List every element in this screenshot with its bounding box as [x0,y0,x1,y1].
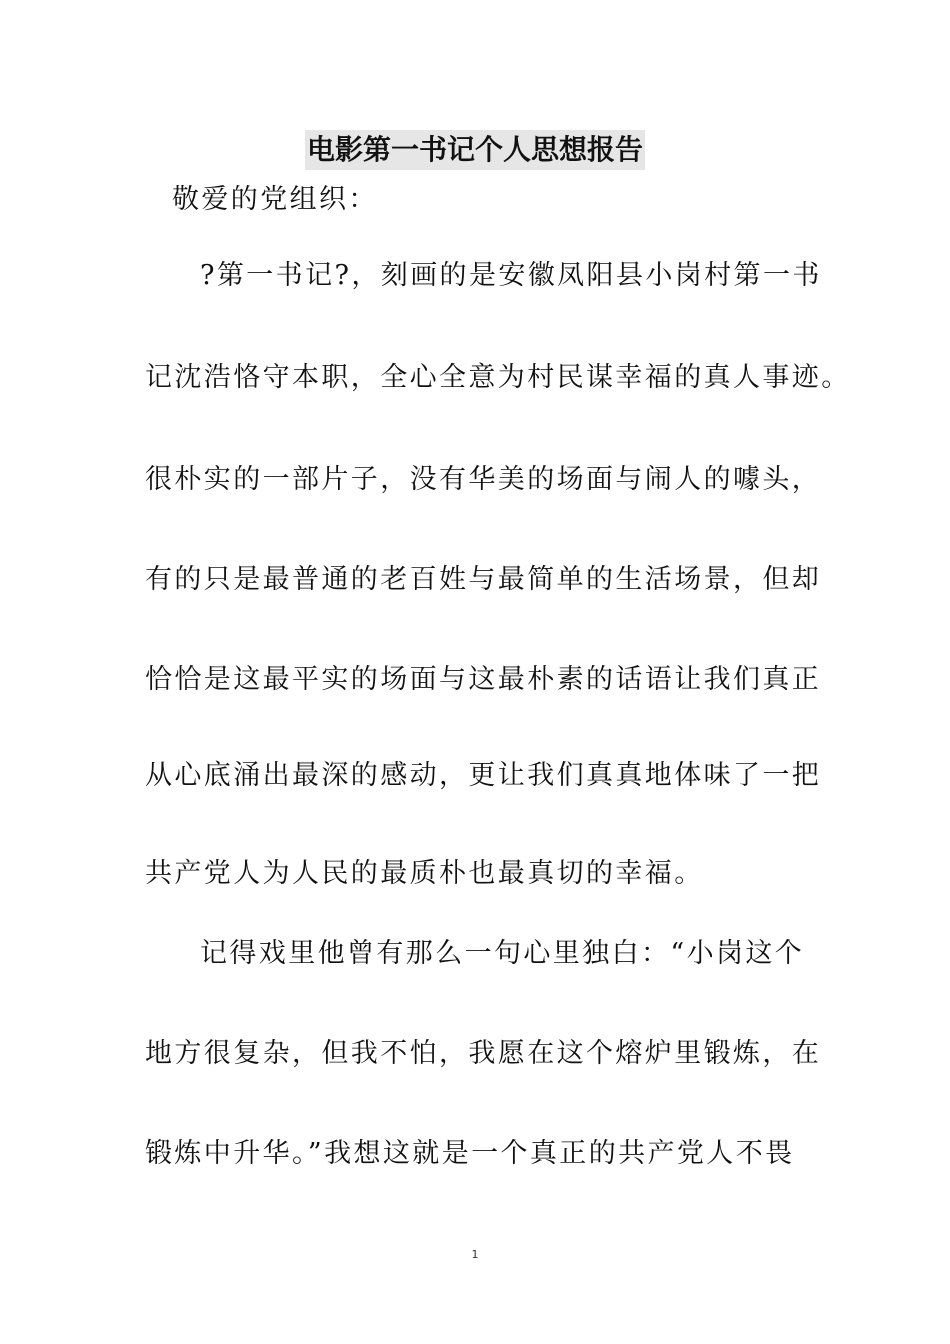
salutation: 敬爱的党组织： [172,184,378,215]
paragraph-line: 有的只是最普通的老百姓与最简单的生活场景，但却 [145,564,822,595]
paragraph-line: 从心底涌出最深的感动，更让我们真真地体味了一把 [145,760,822,791]
page-number: 1 [471,1248,479,1261]
paragraph-line: 地方很复杂，但我不怕，我愿在这个熔炉里锻炼，在 [145,1038,822,1069]
paragraph-line: 记沈浩恪守本职，全心全意为村民谋幸福的真人事迹。 [145,362,851,393]
paragraph-line: ?第一书记?，刻画的是安徽凤阳县小岗村第一书 [200,260,822,291]
paragraph-line: 共产党人为人民的最质朴也最真切的幸福。 [145,858,704,889]
paragraph-line: 很朴实的一部片子，没有华美的场面与闹人的噱头， [145,464,822,495]
paragraph-line: 锻炼中升华。”我想这就是一个真正的共产党人不畏 [145,1138,795,1169]
paragraph-line: 恰恰是这最平实的场面与这最朴素的话语让我们真正 [145,664,822,695]
title-container [0,130,950,170]
paragraph-line: 记得戏里他曾有那么一句心里独白：“小岗这个 [200,938,805,969]
document-title: 电影第一书记个人思想报告 [305,130,645,170]
